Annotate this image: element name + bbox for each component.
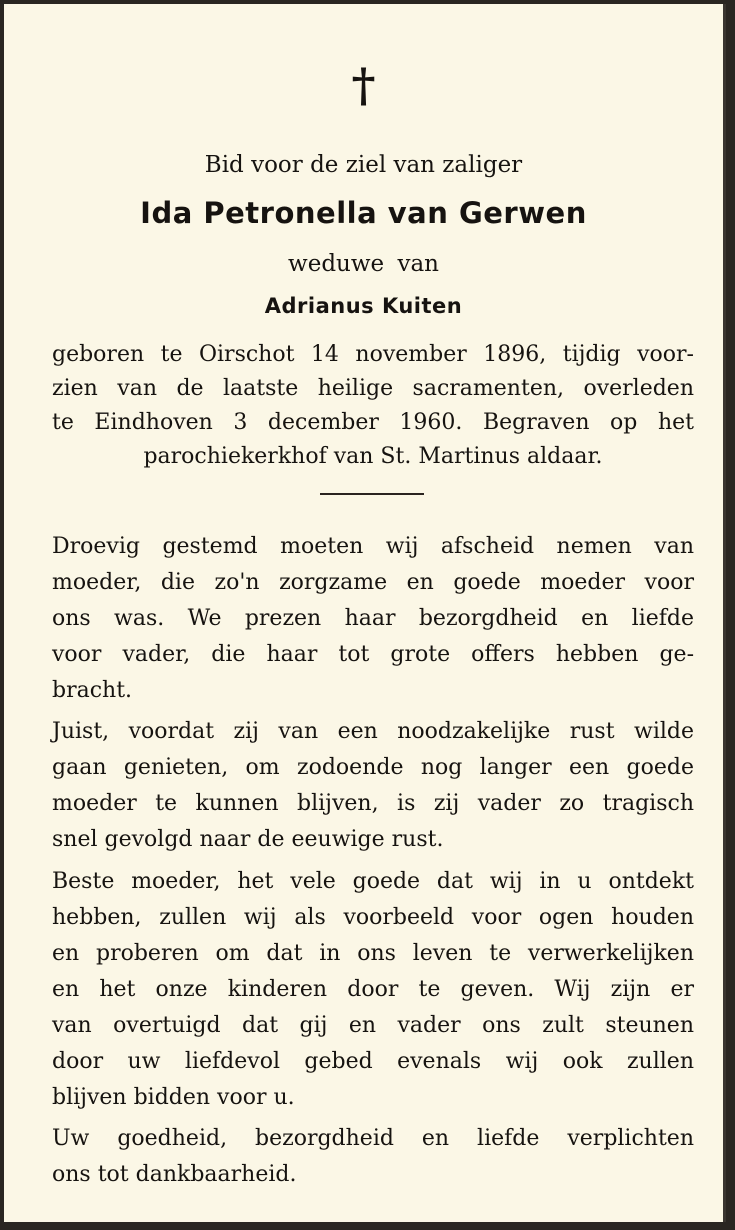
text-line: gaan genieten, om zodoende nog langer een goede xyxy=(52,755,694,780)
cross-icon: † xyxy=(351,58,376,112)
divider xyxy=(320,493,424,495)
widow-of-line: weduwe van xyxy=(288,251,439,277)
text-line: door uw liefdevol gebed evenals wij ook zullen xyxy=(52,1049,694,1074)
bio-line: geboren te Oirschot 14 november 1896, tijdig voor- xyxy=(52,342,694,367)
paragraph-rest xyxy=(52,714,694,858)
text-line: van overtuigd dat gij en vader ons zult steunen xyxy=(52,1013,694,1038)
husband-name: Adrianus Kuiten xyxy=(264,294,463,318)
paragraph-gratitude xyxy=(52,1121,694,1193)
biography xyxy=(52,338,694,474)
text-line: ons tot dankbaarheid. xyxy=(52,1162,297,1187)
text-line: ons was. We prezen haar bezorgdheid en liefde xyxy=(52,606,694,631)
text-line: Beste moeder, het vele goede dat wij in u ontdekt xyxy=(52,869,694,894)
text-line: bracht. xyxy=(52,678,133,703)
text-line: en het onze kinderen door te geven. Wij zijn er xyxy=(52,977,694,1002)
text-line: en proberen om dat in ons leven te verwerkelijken xyxy=(52,941,694,966)
text-line: moeder, die zo'n zorgzame en goede moeder voor xyxy=(52,570,694,595)
paragraph-farewell xyxy=(52,529,694,709)
memorial-card xyxy=(4,4,726,1222)
text-line: blijven bidden voor u. xyxy=(52,1085,295,1110)
text-line: moeder te kunnen blijven, is zij vader zo tragisch xyxy=(52,791,694,816)
bio-line: zien van de laatste heilige sacramenten, overleden xyxy=(52,376,694,401)
text-line: snel gevolgd naar de eeuwige rust. xyxy=(52,827,444,852)
text-line: Droevig gestemd moeten wij afscheid nemen van xyxy=(52,534,694,559)
bio-line: te Eindhoven 3 december 1960. Begraven op het xyxy=(52,410,694,435)
text-line: Uw goedheid, bezorgdheid en liefde verplichten xyxy=(52,1126,694,1151)
intro-line: Bid voor de ziel van zaliger xyxy=(204,152,523,178)
paragraph-mother xyxy=(52,864,694,1116)
text-line: voor vader, die haar tot grote offers hebben ge- xyxy=(52,642,694,667)
deceased-name: Ida Petronella van Gerwen xyxy=(140,196,587,230)
text-line: Juist, voordat zij van een noodzakelijke rust wilde xyxy=(52,719,694,744)
text-line: hebben, zullen wij als voorbeeld voor ogen houden xyxy=(52,905,694,930)
bio-line: parochiekerkhof van St. Martinus aldaar. xyxy=(143,444,603,469)
